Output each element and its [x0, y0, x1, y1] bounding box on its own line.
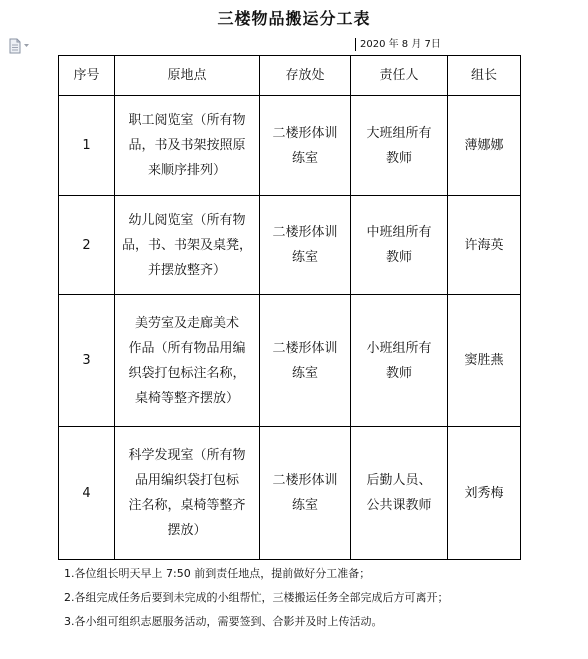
cell-line: 科学发现室（所有物 [128, 448, 246, 463]
cell-line: 二楼形体训 [272, 340, 338, 356]
header-cell: 责任人 [351, 56, 448, 96]
cell-line: 幼儿阅览室（所有物 [128, 212, 246, 228]
assignment-table [58, 55, 521, 560]
cell-line: 作品（所有物品用编 [128, 340, 246, 356]
row-number-cell: 3 [59, 295, 115, 427]
header-cell: 组长 [448, 56, 521, 96]
storage-location-cell [260, 196, 351, 295]
origin-location-cell [115, 196, 260, 295]
cell-line: 练室 [291, 150, 318, 166]
cell-line: 二楼形体训 [272, 225, 338, 240]
cell-line: 后勤人员、 [366, 473, 432, 488]
cell-line: 并摆放整齐） [147, 262, 226, 278]
note-item: 2.各组完成任务后要到未完成的小组帮忙，三楼搬运任务全部完成后方可离开； [64, 591, 449, 604]
responsible-person-cell [351, 196, 448, 295]
header-cell: 存放处 [260, 56, 351, 96]
cell-line: 中班组所有 [366, 225, 432, 240]
document-title: 三楼物品搬运分工表 [217, 9, 371, 28]
cell-line: 桌椅等整齐摆放） [134, 390, 239, 406]
origin-location-cell [115, 96, 260, 196]
group-leader-cell: 薄娜娜 [448, 96, 521, 196]
cell-line: 小班组所有 [366, 340, 432, 356]
cell-line: 公共课教师 [366, 498, 432, 513]
table-header-row [59, 56, 521, 96]
cell-line: 美劳室及走廊美术 [134, 315, 239, 331]
cell-line: 注名称，桌椅等整齐 [128, 498, 246, 513]
cell-line: 品，书及书架按照原 [128, 138, 246, 153]
chevron-down-icon [24, 44, 29, 47]
responsible-person-cell [351, 96, 448, 196]
header-cell: 原地点 [115, 56, 260, 96]
table-row [59, 196, 521, 295]
cell-line: 练室 [291, 250, 318, 265]
storage-location-cell [260, 96, 351, 196]
cell-line: 织袋打包标注名称， [128, 365, 246, 381]
table-row [59, 295, 521, 427]
group-leader-cell: 许海英 [448, 196, 521, 295]
cell-line: 教师 [385, 250, 412, 265]
group-leader-cell: 刘秀梅 [448, 427, 521, 560]
cell-line: 二楼形体训 [272, 473, 338, 488]
document-date: 2020 年 8 月 7日 [355, 38, 441, 51]
group-leader-cell: 窦胜燕 [448, 295, 521, 427]
header-cell: 序号 [59, 56, 115, 96]
table-row [59, 427, 521, 560]
cell-line: 品，书、书架及桌凳， [121, 237, 252, 253]
cell-line: 练室 [291, 365, 318, 381]
cell-line: 来顺序排列） [147, 163, 226, 178]
cell-line: 摆放） [167, 523, 207, 538]
table-row [59, 96, 521, 196]
cell-line: 教师 [385, 365, 412, 381]
cell-line: 教师 [385, 150, 412, 166]
note-item: 1.各位组长明天早上 7:50 前到责任地点，提前做好分工准备； [64, 567, 371, 580]
responsible-person-cell [351, 295, 448, 427]
cell-line: 二楼形体训 [272, 125, 338, 141]
note-item: 3.各小组可组织志愿服务活动，需要签到、合影并及时上传活动。 [64, 615, 383, 628]
storage-location-cell [260, 295, 351, 427]
origin-location-cell [115, 295, 260, 427]
origin-location-cell [115, 427, 260, 560]
row-number-cell: 4 [59, 427, 115, 560]
responsible-person-cell [351, 427, 448, 560]
storage-location-cell [260, 427, 351, 560]
cell-line: 品用编织袋打包标 [134, 473, 239, 488]
document-icon[interactable] [9, 38, 31, 54]
row-number-cell: 1 [59, 96, 115, 196]
notes-list [64, 562, 449, 634]
cell-line: 大班组所有 [366, 125, 432, 141]
cell-line: 职工阅览室（所有物 [128, 113, 246, 128]
row-number-cell: 2 [59, 196, 115, 295]
cell-line: 练室 [291, 498, 318, 513]
